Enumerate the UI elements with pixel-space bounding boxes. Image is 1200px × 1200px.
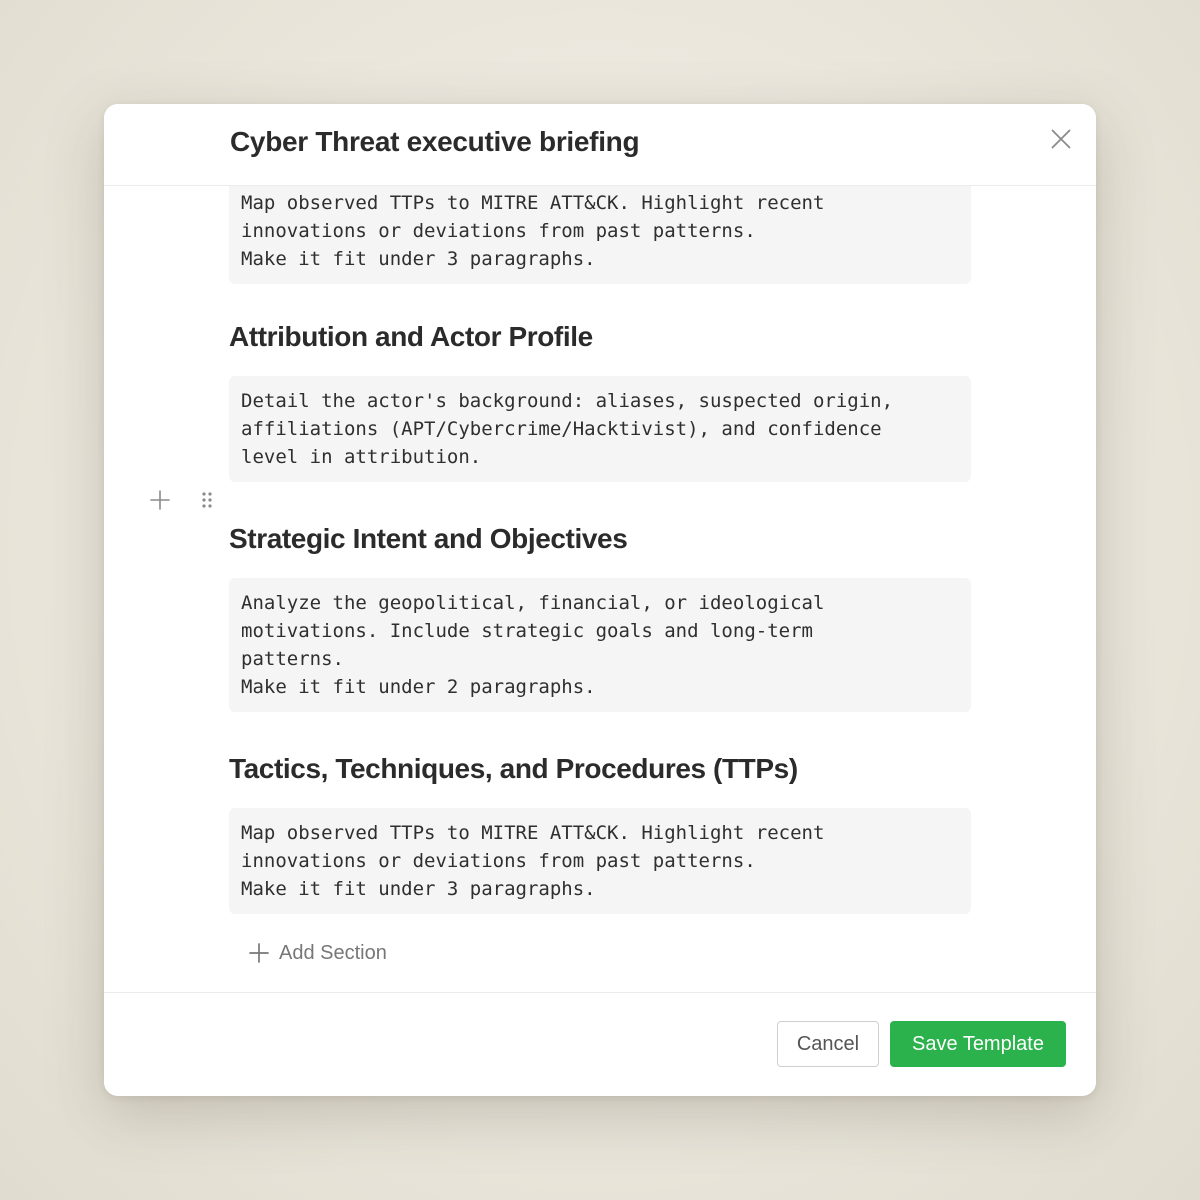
section-row-tools — [148, 488, 218, 512]
add-block-button[interactable] — [148, 488, 172, 517]
section-heading[interactable]: Attribution and Actor Profile — [229, 321, 593, 352]
modal-footer — [104, 992, 1096, 1096]
save-template-button[interactable]: Save Template — [890, 1021, 1066, 1067]
sections-scroll-area[interactable] — [104, 186, 1096, 992]
drag-handle-icon — [200, 488, 214, 512]
plus-icon — [148, 488, 172, 512]
add-section-label: Add Section — [279, 941, 387, 964]
template-editor-modal — [104, 104, 1096, 1096]
section-prompt-field[interactable]: Map observed TTPs to MITRE ATT&CK. Highlight recent innovations or deviations from past patterns. Make it fit under 3 paragraphs. — [229, 186, 971, 284]
template-section — [229, 522, 971, 712]
close-icon — [1046, 124, 1076, 154]
drag-handle[interactable] — [200, 488, 214, 517]
modal-title: Cyber Threat executive briefing — [230, 126, 640, 157]
close-button[interactable] — [1046, 124, 1076, 154]
cancel-button[interactable]: Cancel — [777, 1021, 879, 1067]
section-prompt-field[interactable]: Map observed TTPs to MITRE ATT&CK. Highlight recent innovations or deviations from past patterns. Make it fit under 3 paragraphs. — [229, 808, 971, 914]
template-section — [229, 186, 971, 284]
modal-header — [104, 104, 1096, 186]
section-heading[interactable]: Tactics, Techniques, and Procedures (TTPs) — [229, 753, 798, 784]
template-section — [229, 752, 971, 914]
template-section — [229, 320, 971, 482]
section-prompt-field[interactable]: Analyze the geopolitical, financial, or ideological motivations. Include strategic goals and long-term patterns. Make it fit under 2 paragraphs. — [229, 578, 971, 712]
plus-icon — [248, 942, 270, 964]
add-section-button[interactable] — [248, 938, 387, 968]
section-heading[interactable]: Strategic Intent and Objectives — [229, 523, 628, 554]
section-prompt-field[interactable]: Detail the actor's background: aliases, suspected origin, affiliations (APT/Cybercrime/Hacktivist), and confidence level in attribution. — [229, 376, 971, 482]
